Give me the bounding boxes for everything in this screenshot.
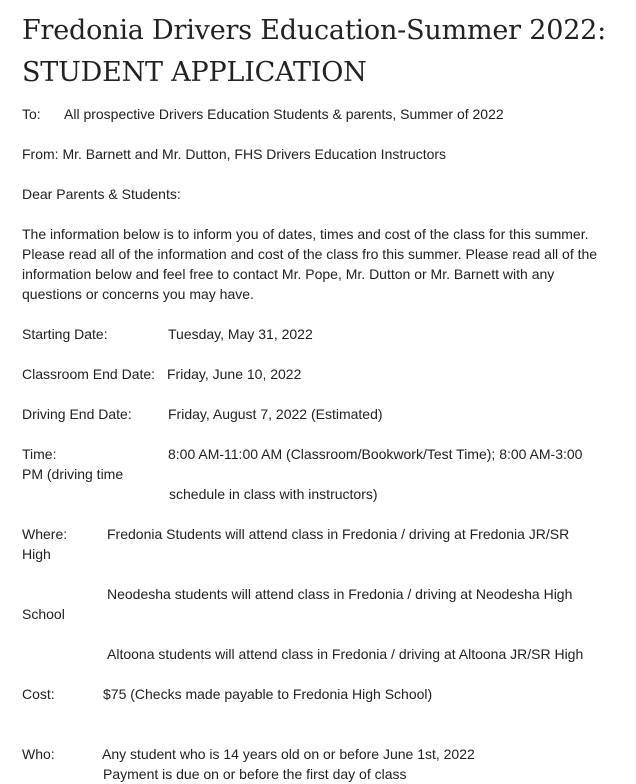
where-row xyxy=(22,524,570,544)
where-neodesha-wrap: School xyxy=(22,606,65,622)
cost-value: $75 (Checks made payable to Fredonia High School) xyxy=(103,686,433,702)
cost-label: Cost: xyxy=(22,686,55,702)
cost-row xyxy=(22,684,433,704)
classroom-end-label: Classroom End Date: xyxy=(22,366,156,382)
payment-value: Payment is due on or before the first day of class xyxy=(103,766,407,782)
time-row xyxy=(22,444,583,464)
driving-end-row xyxy=(22,404,383,424)
classroom-end-row xyxy=(22,364,302,384)
to-label: To: xyxy=(22,106,41,122)
driving-end-value: Friday, August 7, 2022 (Estimated) xyxy=(168,406,383,422)
page-title-line2: STUDENT APPLICATION xyxy=(22,57,367,88)
who-label: Who: xyxy=(22,746,55,762)
starting-date-label: Starting Date: xyxy=(22,326,108,342)
time-value-2: schedule in class with instructors) xyxy=(169,486,378,502)
time-value-1: 8:00 AM-11:00 AM (Classroom/Bookwork/Test Time); 8:00 AM-3:00 xyxy=(168,446,583,462)
starting-date-value: Tuesday, May 31, 2022 xyxy=(168,326,313,342)
where-fredonia-wrap: High xyxy=(22,546,51,562)
starting-date-row xyxy=(22,324,313,344)
driving-end-label: Driving End Date: xyxy=(22,406,132,422)
greeting: Dear Parents & Students: xyxy=(22,186,181,202)
where-fredonia: Fredonia Students will attend class in Fredonia / driving at Fredonia JR/SR xyxy=(107,526,570,542)
page-title-line1: Fredonia Drivers Education-Summer 2022: xyxy=(22,15,607,46)
where-neodesha: Neodesha students will attend class in Fredonia / driving at Neodesha High xyxy=(107,586,573,602)
classroom-end-value: Friday, June 10, 2022 xyxy=(167,366,302,382)
who-row xyxy=(22,744,475,764)
time-label: Time: xyxy=(22,446,57,462)
page-title xyxy=(22,10,606,94)
where-altoona: Altoona students will attend class in Fredonia / driving at Altoona JR/SR High xyxy=(107,646,584,662)
to-text: All prospective Drivers Education Students & parents, Summer of 2022 xyxy=(64,106,504,122)
who-value: Any student who is 14 years old on or before June 1st, 2022 xyxy=(102,746,475,762)
time-value-1-wrap: PM (driving time xyxy=(22,466,124,482)
where-label: Where: xyxy=(22,526,68,542)
intro-paragraph: The information below is to inform you of dates, times and cost of the class for this summer. Please read all of the information and cost of the class fro this summer. Please read all of the information below and feel free to contact Mr. Pope, Mr. Dutton or Mr. Barnett with any questions or concerns you may have. xyxy=(22,226,598,302)
from-line: From: Mr. Barnett and Mr. Dutton, FHS Drivers Education Instructors xyxy=(22,146,447,162)
to-line xyxy=(22,104,504,124)
